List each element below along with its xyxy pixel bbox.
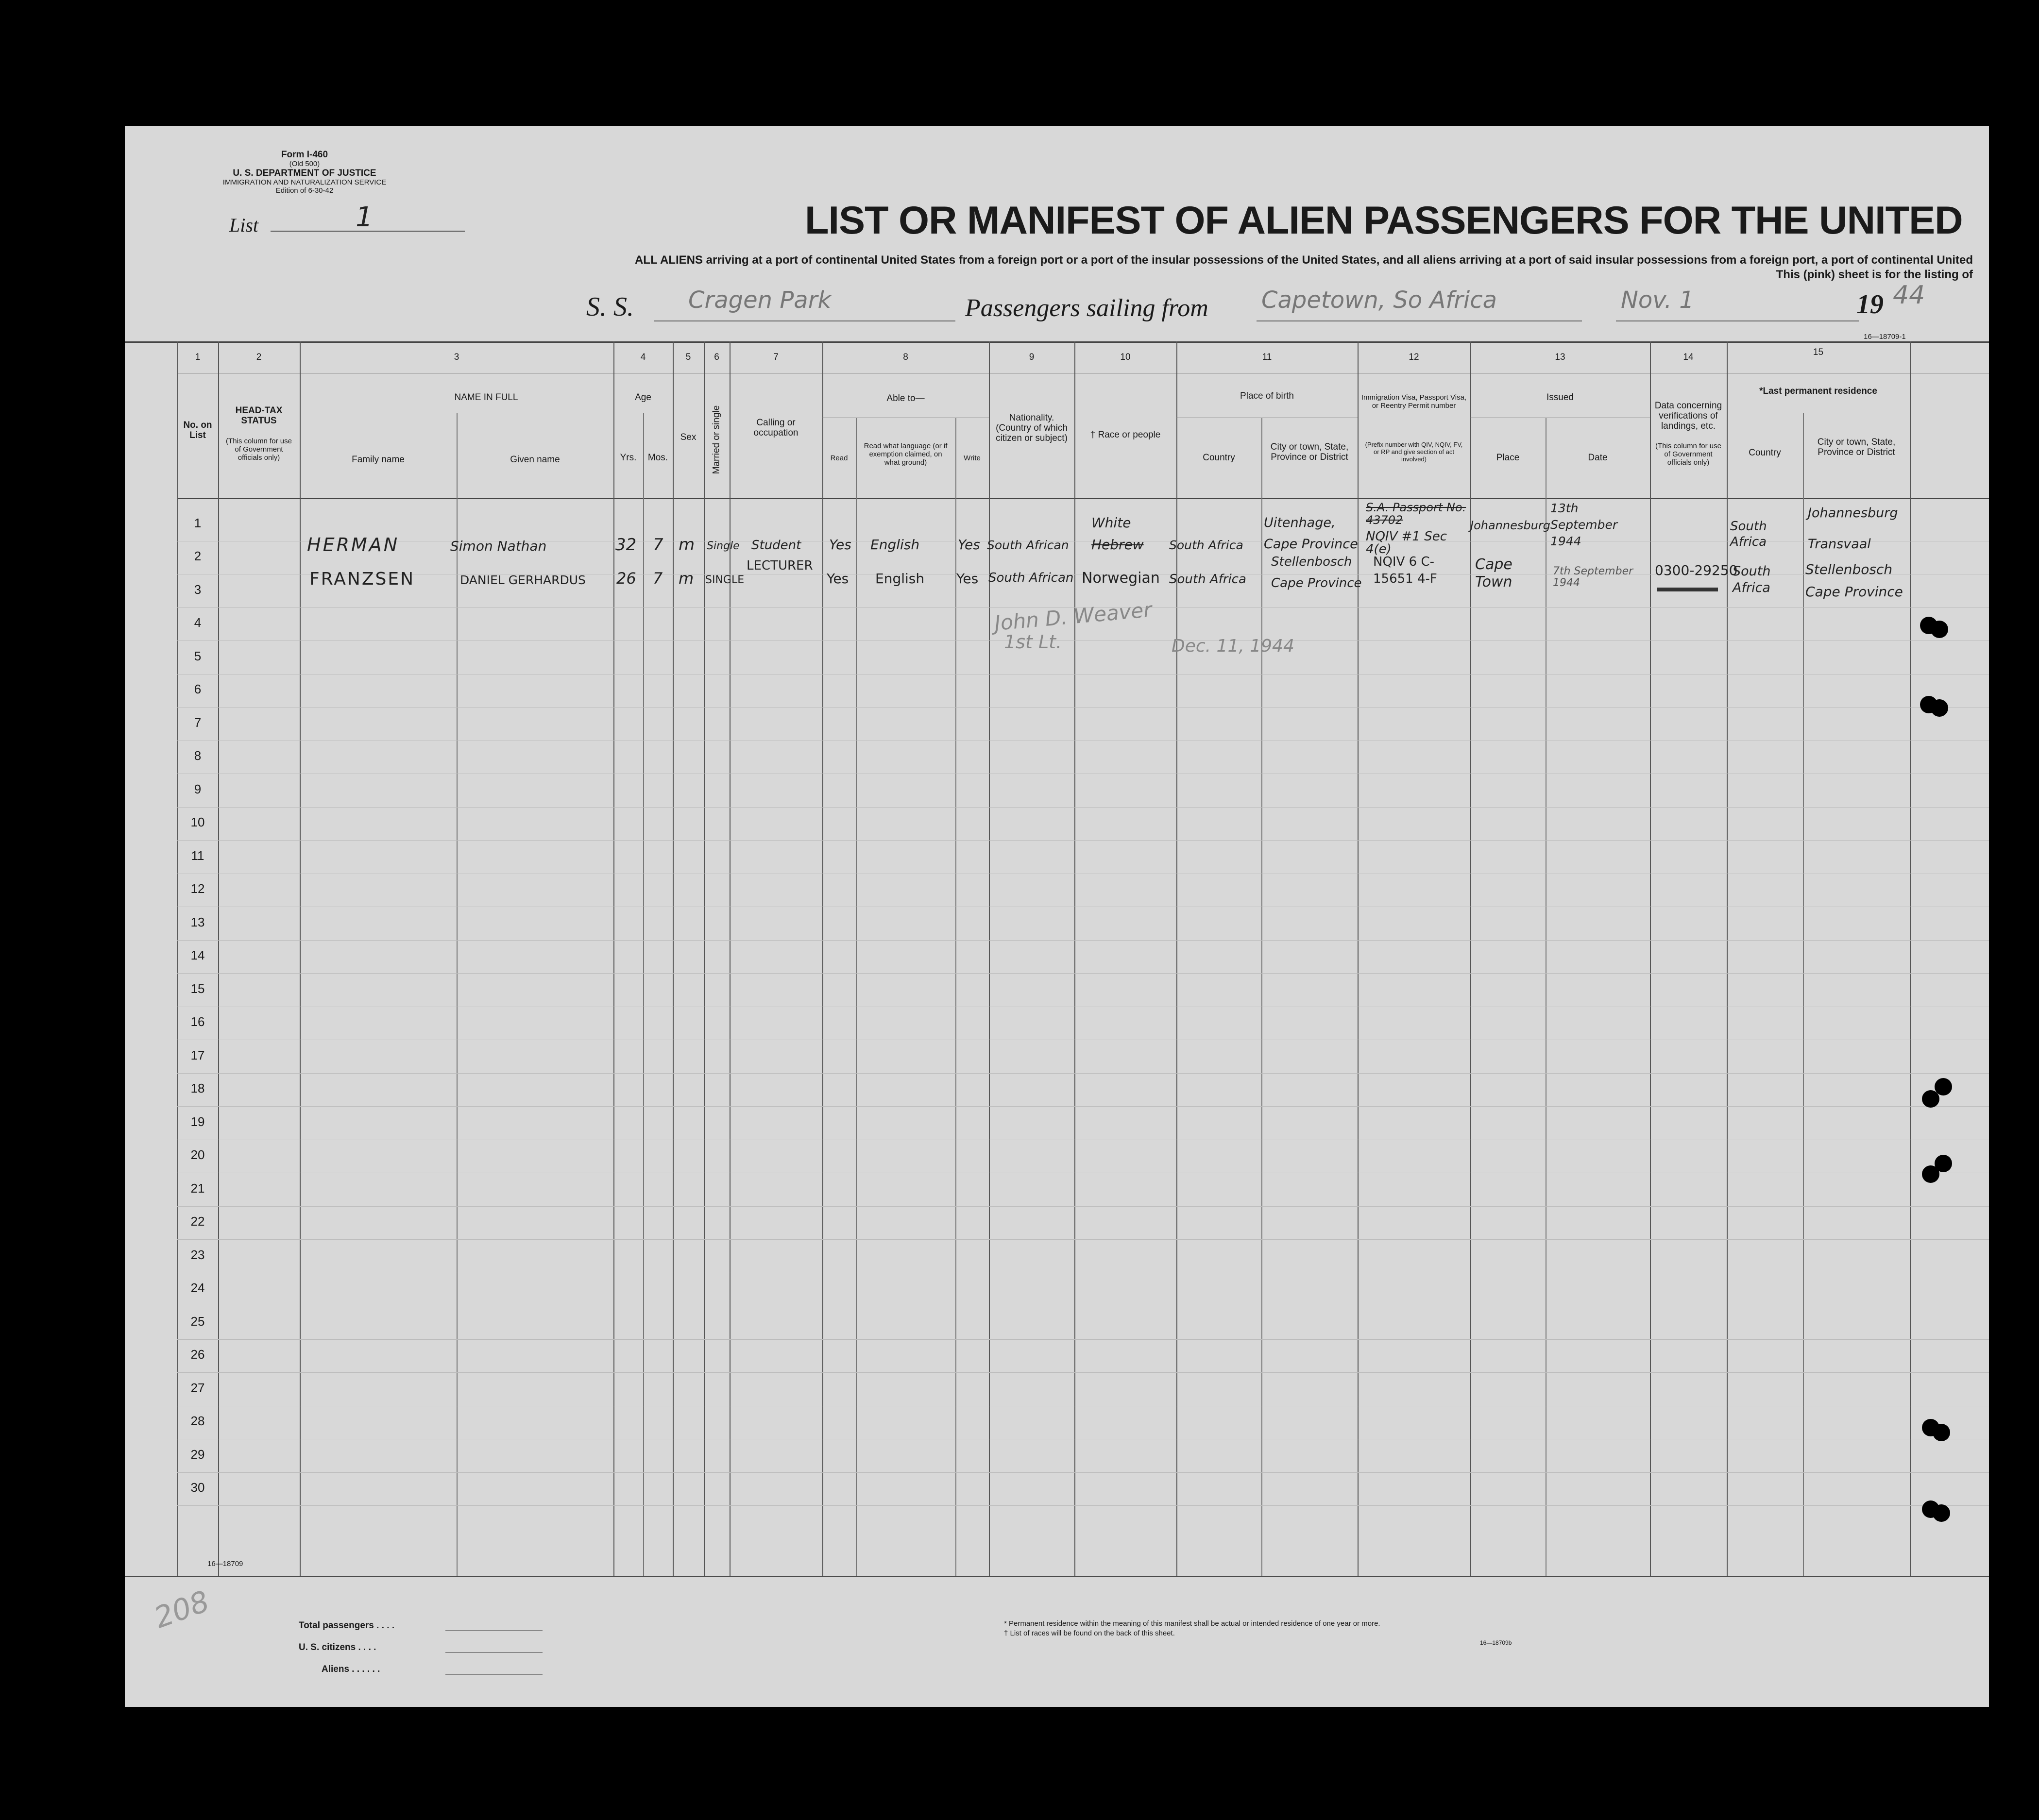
- passenger-1-write: Yes: [958, 537, 980, 553]
- header-issued: Issued: [1546, 392, 1574, 403]
- total-passengers-label: Total passengers . . . .: [299, 1620, 395, 1631]
- row-number: 25: [190, 1314, 205, 1329]
- punch-hole: [1933, 1424, 1950, 1441]
- row-number: 13: [190, 915, 205, 929]
- passenger-1-birth-country: South Africa: [1169, 538, 1243, 552]
- passenger-2-occupation: LECTURER: [747, 558, 813, 573]
- header-res-country: Country: [1749, 448, 1781, 458]
- header-visa-note: (Prefix number with QIV, NQIV, FV, or RP and give section of act involved): [1365, 441, 1463, 463]
- row-number: 29: [190, 1447, 205, 1462]
- row-line: [177, 940, 1989, 941]
- header-bottom-rule: [177, 498, 1989, 499]
- department: U. S. DEPARTMENT OF JUSTICE: [233, 168, 376, 178]
- row-number: 16: [190, 1014, 205, 1029]
- header-visa: Immigration Visa, Passport Visa, or Reentry Permit number: [1361, 393, 1467, 410]
- column-divider: [1727, 341, 1728, 1576]
- punch-hole: [1922, 1165, 1939, 1183]
- column-number: 10: [1120, 352, 1131, 362]
- header-birth-country: Country: [1203, 453, 1235, 463]
- passenger-1-issued-place: Johannesburg: [1470, 519, 1550, 532]
- column-number: 2: [256, 352, 262, 362]
- row-number: 8: [194, 748, 202, 763]
- row-line: [177, 1339, 1989, 1340]
- column-divider: [673, 341, 674, 1576]
- column-number: 6: [714, 352, 719, 362]
- header-age: Age: [635, 392, 651, 403]
- passenger-2-yrs: 26: [616, 569, 636, 588]
- header-given-name: Given name: [510, 455, 560, 465]
- passenger-1-family: HERMAN: [307, 534, 400, 556]
- column-divider: [300, 341, 301, 1576]
- passenger-2-res-country: South Africa: [1733, 564, 1771, 595]
- passenger-1-read: Yes: [829, 537, 851, 553]
- subtitle-line1: ALL ALIENS arriving at a port of continental United States from a foreign port or a port of the insular possessions of the United States, and all aliens arriving at a port of said insular possessions from a foreign port, a port of continental United: [634, 253, 1973, 267]
- margin-number: 208: [150, 1584, 214, 1635]
- column-divider: [613, 341, 614, 1576]
- column-number: 7: [773, 352, 779, 362]
- row-line: [177, 1505, 1989, 1506]
- passenger-1-race-struck: Hebrew: [1091, 537, 1144, 553]
- row-number: 12: [190, 881, 205, 896]
- column-divider: [1650, 341, 1651, 1576]
- passenger-2-res-city: Stellenbosch Cape Province: [1805, 561, 1903, 600]
- header-data-verifications-note: (This column for use of Government officials only): [1655, 442, 1721, 467]
- passenger-1-res-city: Johannesburg Transvaal: [1808, 506, 1898, 552]
- punch-hole: [1922, 1090, 1939, 1108]
- column-number: 14: [1683, 352, 1694, 362]
- row-number: 7: [194, 715, 202, 730]
- passenger-1-visa: NQIV #1 Sec 4(e): [1366, 529, 1447, 556]
- service: IMMIGRATION AND NATURALIZATION SERVICE: [222, 178, 387, 186]
- passenger-2-nationality: South African: [988, 571, 1074, 585]
- table-bottom-rule: [125, 1576, 1989, 1577]
- row-number: 9: [194, 782, 202, 796]
- passenger-2-visa: NQIV 6 C-15651 4-F: [1373, 555, 1437, 586]
- passenger-2-mos: 7: [653, 569, 663, 588]
- header-name-in-full: NAME IN FULL: [454, 392, 518, 403]
- subtitle-line2: This (pink) sheet is for the listing of: [1776, 268, 1973, 281]
- list-value: 1: [356, 202, 373, 233]
- passenger-1-yrs: 32: [615, 535, 637, 555]
- column-number: 3: [454, 352, 459, 362]
- row-line: [177, 1372, 1989, 1373]
- page-title: LIST OR MANIFEST OF ALIEN PASSENGERS FOR THE UNITED: [805, 199, 1963, 242]
- passenger-1-race: White: [1091, 515, 1131, 531]
- row-line: [177, 807, 1989, 808]
- passenger-1-marital: Single: [707, 540, 740, 552]
- year-prefix: 19: [1856, 289, 1884, 320]
- passenger-2-sex: m: [679, 569, 694, 588]
- row-number: 10: [190, 815, 205, 829]
- column-number: 9: [1029, 352, 1035, 362]
- header-issued-date: Date: [1588, 453, 1608, 463]
- column-divider: [955, 418, 956, 1576]
- row-line: [177, 840, 1989, 841]
- column-number: 5: [685, 352, 691, 362]
- passenger-1-issued-date: 13th September 1944: [1550, 501, 1618, 548]
- passenger-1-occupation: Student: [751, 538, 801, 553]
- row-number: 17: [190, 1048, 205, 1062]
- row-number: 6: [194, 682, 202, 696]
- passenger-2-birth-city: Stellenbosch Cape Province: [1271, 555, 1362, 590]
- row-line: [177, 640, 1989, 641]
- header-write: Write: [964, 454, 981, 462]
- passenger-2-read: Yes: [827, 571, 849, 587]
- sheet-code: 16—18709-1: [1864, 333, 1906, 341]
- row-number: 21: [190, 1181, 205, 1196]
- column-number: 13: [1555, 352, 1565, 362]
- ss-label: S. S.: [586, 292, 634, 322]
- column-number: 1: [195, 352, 201, 362]
- form-block: [203, 150, 407, 195]
- passenger-1-sex: m: [679, 535, 695, 555]
- punch-hole: [1933, 1504, 1950, 1522]
- form-old-number: (Old 500): [289, 160, 320, 168]
- row-number: 3: [194, 582, 202, 597]
- year-suffix: 44: [1893, 281, 1925, 310]
- column-divider: [643, 413, 644, 1576]
- column-divider: [822, 341, 823, 1576]
- header-race: † Race or people: [1090, 430, 1161, 440]
- row-number: 27: [190, 1381, 205, 1395]
- passenger-2-marital: SINGLE: [705, 574, 745, 586]
- column-divider: [730, 341, 731, 1576]
- column-number: 12: [1409, 352, 1419, 362]
- header-able-to: Able to—: [886, 393, 925, 404]
- pencil-note-date: Dec. 11, 1944: [1172, 636, 1294, 656]
- footnote-races: † List of races will be found on the back of this sheet.: [1004, 1629, 1175, 1637]
- header-mos: Mos.: [647, 453, 668, 463]
- passenger-2-verification: 0300-29250: [1655, 562, 1738, 578]
- row-number: 2: [194, 549, 202, 563]
- column-number: 8: [903, 352, 908, 362]
- header-place-of-birth: Place of birth: [1240, 391, 1294, 401]
- row-line: [177, 1472, 1989, 1473]
- passenger-1-language: English: [870, 537, 920, 553]
- passenger-2-birth-country: South Africa: [1169, 572, 1246, 587]
- row-line: [177, 707, 1989, 708]
- header-family-name: Family name: [352, 455, 405, 465]
- header-head-tax-note: (This column for use of Government officials only): [226, 437, 292, 462]
- column-divider: [1910, 341, 1911, 1576]
- row-line: [177, 1073, 1989, 1074]
- column-divider: [1803, 413, 1804, 1576]
- date-underline: [1616, 320, 1859, 321]
- pencil-note-name: John D. Weaver: [993, 597, 1153, 636]
- code-bottom: 16—18709: [207, 1560, 243, 1568]
- pencil-note-rank: 1st Lt.: [1004, 631, 1062, 653]
- ship-name: Cragen Park: [688, 286, 832, 314]
- column-divider: [218, 341, 219, 1576]
- us-citizens-label: U. S. citizens . . . .: [299, 1642, 376, 1652]
- column-divider: [1176, 341, 1177, 1576]
- header-res-city: City or town, State, Province or District: [1817, 437, 1896, 457]
- row-number: 20: [190, 1147, 205, 1162]
- table-top-rule: [125, 341, 1989, 343]
- row-line: [177, 1206, 1989, 1207]
- row-number: 30: [190, 1480, 205, 1495]
- header-read: Read: [830, 454, 848, 462]
- passenger-2-given: DANIEL GERHARDUS: [460, 573, 586, 587]
- column-number: 11: [1262, 352, 1272, 362]
- header-head-tax: HEAD-TAX STATUS: [235, 405, 283, 426]
- row-number: 4: [194, 615, 202, 630]
- port-underline: [1257, 320, 1582, 321]
- row-number: 1: [194, 516, 202, 530]
- row-number: 18: [190, 1081, 205, 1095]
- sailing-label: Passengers sailing from: [965, 294, 1208, 322]
- passenger-2-issued-place: Cape Town: [1475, 556, 1512, 590]
- passenger-2-language: English: [875, 571, 925, 587]
- column-divider: [989, 341, 990, 1576]
- column-divider: [856, 418, 857, 1576]
- aliens-line: [445, 1674, 543, 1675]
- verification-strikeout: [1657, 588, 1718, 591]
- edition: Edition of 6-30-42: [275, 186, 334, 195]
- column-number: 15: [1813, 347, 1824, 357]
- column-divider: [457, 413, 458, 1576]
- passenger-1-mos: 7: [653, 535, 663, 555]
- sailing-port: Capetown, So Africa: [1261, 286, 1497, 314]
- header-nationality: Nationality. (Country of which citizen or subject): [996, 413, 1068, 443]
- row-number: 5: [194, 649, 202, 663]
- header-sex: Sex: [680, 432, 697, 442]
- passenger-2-issued-date: 7th September 1944: [1553, 565, 1633, 589]
- footnote-residence: * Permanent residence within the meaning of this manifest shall be actual or intended residence of one year or more.: [1004, 1619, 1380, 1628]
- column-divider: [704, 341, 705, 1576]
- aliens-label: Aliens . . . . . .: [322, 1664, 380, 1674]
- passenger-2-race: Norwegian: [1082, 570, 1160, 587]
- passenger-1-res-country: South Africa: [1730, 519, 1767, 549]
- list-label: List: [229, 214, 259, 236]
- sailing-date: Nov. 1: [1621, 286, 1694, 314]
- column-divider: [1074, 341, 1075, 1576]
- row-line: [177, 973, 1989, 974]
- row-number: 19: [190, 1114, 205, 1129]
- row-number: 22: [190, 1214, 205, 1229]
- ship-name-underline: [654, 320, 955, 321]
- manifest-sheet: [125, 126, 1989, 1707]
- row-number: 15: [190, 981, 205, 996]
- punch-hole: [1931, 699, 1948, 717]
- header-issued-place: Place: [1496, 453, 1520, 463]
- passenger-1-nationality: South African: [987, 538, 1069, 552]
- column-divider: [1261, 418, 1262, 1576]
- header-read-language: Read what language (or if exemption claimed, on what ground): [864, 442, 948, 467]
- passenger-2-write: Yes: [956, 571, 979, 587]
- header-last-residence: *Last permanent residence: [1759, 386, 1877, 396]
- row-number: 23: [190, 1247, 205, 1262]
- punch-hole: [1931, 621, 1948, 638]
- row-line: [177, 1239, 1989, 1240]
- row-number: 14: [190, 948, 205, 962]
- header-married: Married or single: [711, 405, 722, 474]
- row-number: 26: [190, 1347, 205, 1362]
- column-number: 4: [640, 352, 646, 362]
- passenger-2-family: FRANZSEN: [309, 569, 415, 589]
- passenger-1-birth-city: Uitenhage, Cape Province: [1264, 515, 1358, 552]
- form-number: Form I-460: [281, 150, 328, 160]
- header-yrs: Yrs.: [620, 453, 637, 463]
- us-citizens-line: [445, 1652, 543, 1653]
- header-data-verifications: Data concerning verifications of landings, etc.: [1654, 401, 1722, 431]
- row-line: [177, 1106, 1989, 1107]
- header-calling: Calling or occupation: [753, 418, 799, 438]
- row-number: 24: [190, 1281, 205, 1295]
- passenger-1-visa-struck: S.A. Passport No. 43702: [1366, 501, 1466, 527]
- header-no-on-list: No. on List: [183, 420, 212, 440]
- code-bottom-2: 16—18709b: [1480, 1639, 1512, 1646]
- total-passengers-line: [445, 1630, 543, 1631]
- header-birth-city: City or town, State, Province or District: [1270, 442, 1349, 462]
- row-number: 28: [190, 1414, 205, 1428]
- passenger-1-given: Simon Nathan: [450, 538, 547, 554]
- row-number: 11: [191, 848, 204, 863]
